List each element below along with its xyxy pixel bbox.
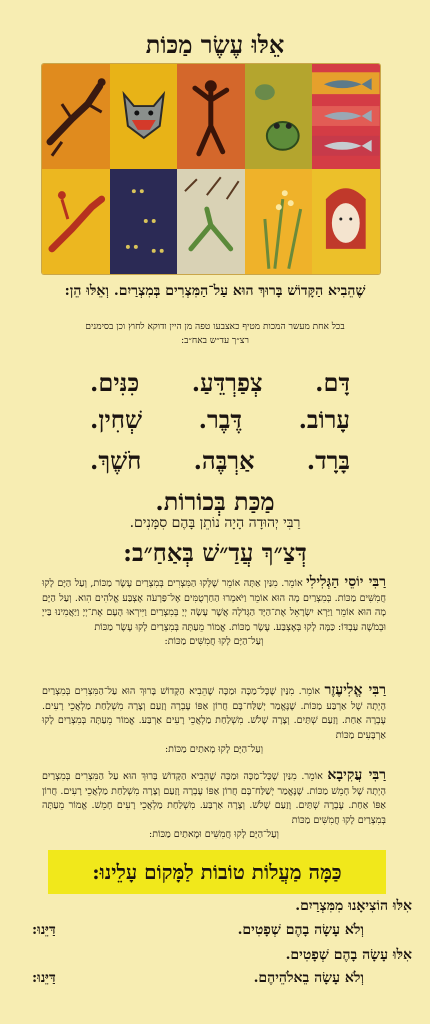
paragraph-rabbi-akiva xyxy=(42,768,386,843)
paragraph-ending: וְעַל־הַיָּם לָקוּ חֲמִשִּׁים מַכּוֹת: xyxy=(164,636,264,648)
paragraph-ending: וְעַל־הַיָּם לָקוּ חֲמִשִּׁים וּמָאתַיִם מַכּוֹת: xyxy=(149,829,279,841)
dayenu-line-text: וְלֹא עָשָׂה בֵאלֹהֵיהֶם. xyxy=(253,970,364,986)
locust-icon xyxy=(177,169,245,274)
plague-acronym: דְּצַ״ךְ עֲדַ״שׁ בְּאַחַ״ב: xyxy=(123,538,307,567)
plague-tile-frogs xyxy=(110,64,178,169)
plague-name: חֹשֶׁךְ. xyxy=(90,446,142,475)
darkness-eyes-icon xyxy=(110,169,178,274)
plague-tile-firstborn xyxy=(312,169,380,274)
plague-name: עָרוֹב. xyxy=(298,405,350,434)
plague-name: בָּרָד. xyxy=(306,446,350,475)
plague-name: שְׁחִין. xyxy=(90,405,142,434)
beast-mask-icon xyxy=(110,64,178,169)
instruction-note-line-1: בכל אחת מעשר המכות מטיף כאצבעו טפה מן היין ודוקא לחוץ וכן בסימנים xyxy=(85,322,345,332)
plague-tile-pestilence xyxy=(312,64,380,169)
rabbi-name: רַבִּי עֲקִיבָא xyxy=(327,767,386,783)
plague-tile-wild-beasts xyxy=(245,64,313,169)
highlight-heading: כַּמָּה מַעֲלוֹת טוֹבוֹת לַמָּקוֹם עָלֵינוּ: xyxy=(92,860,342,884)
frogs-icon xyxy=(245,64,313,169)
wheat-icon xyxy=(245,169,313,274)
plague-tile-blood xyxy=(42,64,110,169)
sorrowful-face-icon xyxy=(312,169,380,274)
plague-tile-darkness xyxy=(245,169,313,274)
paragraph-text: אוֹמֵר. מִנַּיִן שֶׁכָּל־מַכָּה וּמַכָּה שֶׁהֵבִיא הַקָּדוֹשׁ בָּרוּךְ הוּא עַל הַמִּצְרִים בְּמִצְרַיִם הָיְתָה שֶׁל חָמֵשׁ מַכּוֹת. שֶׁנֶּאֱמַר יְשַׁלַּח־בָּם חֲרוֹן אַפּוֹ עֶבְרָה וָזַעַם וְצָרָה מִשְׁלַחַת מַלְאֲכֵי רָעִים. חֲרוֹן אַפּוֹ אַחַת. עֶבְרָה שְׁתַּיִם. וָזַעַם שָׁלֹשׁ. וְצָרָה אַרְבַּע. מִשְׁלַחַת מַלְאֲכֵי רָעִים חָמֵשׁ. אֱמוֹר מֵעַתָּה בְּמִצְרַיִם לָקוּ חֲמִשִּׁים מַכּוֹת xyxy=(42,771,386,826)
paragraph-rabbi-yose xyxy=(42,575,386,650)
rabbi-name: רַבִּי יוֹסֵי הַגְּלִילִי xyxy=(306,574,387,590)
plague-name: כִּנִּים. xyxy=(90,368,140,397)
plague-tile-boils xyxy=(42,169,110,274)
paragraph-rabbi-eliezer xyxy=(42,683,386,758)
rabbi-name: רַבִּי אֱלִיעֶזֶר xyxy=(324,682,386,698)
leaping-figure-icon xyxy=(42,64,110,169)
plague-list-row-2 xyxy=(90,405,350,435)
plague-name: דֶּבֶר. xyxy=(198,405,242,434)
dayenu-word: דַּיֵּנוּ: xyxy=(32,922,56,938)
instruction-note xyxy=(20,320,410,348)
ten-plagues-illustration xyxy=(42,64,380,274)
dayenu-line-text: וְלֹא עָשָׂה בָהֶם שְׁפָטִים. xyxy=(237,922,364,938)
plague-list-row-3 xyxy=(90,446,350,476)
plague-tile-locusts xyxy=(177,169,245,274)
paragraph-ending: וְעַל־הַיָּם לָקוּ מָאתַיִם מַכּוֹת: xyxy=(164,744,264,756)
dayenu-line-text: אִלּוּ הוֹצִיאָנוּ מִמִּצְרַיִם. xyxy=(295,898,412,914)
plagues-intro-line: שֶׁהֵבִיא הַקָּדוֹשׁ בָּרוּךְ הוּא עַל־הַמִּצְרִים בְּמִצְרַיִם. וְאֵלּוּ הֵן: xyxy=(64,283,366,299)
firstborn-plague: מַכַּת בְּכוֹרוֹת. xyxy=(155,487,275,516)
figure-scratching-icon xyxy=(177,64,245,169)
dayenu-line-text: אִלּוּ עָשָׂה בָהֶם שְׁפָטִים. xyxy=(285,947,412,963)
plague-name: אַרְבֶּה. xyxy=(193,446,255,475)
fish-icon xyxy=(312,64,380,169)
plague-list-row-1 xyxy=(90,368,350,398)
plague-name: צְפַרְדֵּעַ. xyxy=(191,368,263,397)
plague-name: דָּם. xyxy=(315,368,350,397)
fallen-figure-icon xyxy=(42,169,110,274)
paragraph-text: אוֹמֵר. מִנַּיִן שֶׁכָּל־מַכָּה וּמַכָּה שֶׁהֵבִיא הַקָּדוֹשׁ בָּרוּךְ הוּא עַל־הַמִּצְרִים בְּמִצְרַיִם הָיְתָה שֶׁל אַרְבַּע מַכּוֹת. שֶׁנֶּאֱמַר יְשַׁלַּח־בָּם חֲרוֹן אַפּוֹ עֶבְרָה וָזַעַם וְצָרָה מִשְׁלַחַת מַלְאֲכֵי רָעִים. עֶבְרָה אַחַת. וָזַעַם שְׁתַּיִם. וְצָרָה שָׁלֹשׁ. מִשְׁלַחַת מַלְאֲכֵי רָעִים אַרְבַּע. אֱמוֹר מֵעַתָּה בְּמִצְרַיִם לָקוּ אַרְבָּעִים מַכּוֹת xyxy=(42,686,386,741)
rabbi-judah-line: רַבִּי יְהוּדָה הָיָה נוֹתֵן בָּהֶם סִמָּנִים. xyxy=(129,515,301,531)
paragraph-text: אוֹמֵר. מִנַּיִן אַתָּה אוֹמֵר שֶׁלָּקוּ הַמִּצְרִים בְּמִצְרַיִם עֶשֶׂר מַכּוֹת, וְעַל הַיָּם לָקוּ חֲמִשִּׁים מַכּוֹת. בְּמִצְרַיִם מָה הוּא אוֹמֵר וַיֹּאמְרוּ הַחַרְטֻמִּים אֶל־פַּרְעֹה אֶצְבַּע אֱלֹהִים הִוא. וְעַל הַיָּם מָה הוּא אוֹמֵר וַיַּרְא יִשְׂרָאֵל אֶת־הַיָּד הַגְּדֹלָה אֲשֶׁר עָשָׂה יְיָ בְּמִצְרַיִם וַיִּירְאוּ הָעָם אֶת־יְיָ וַיַּאֲמִינוּ בַּייָ וּבְמֹשֶׁה עַבְדּוֹ: כַּמָּה לָקוּ בְּאֶצְבַּע. עֶשֶׂר מַכּוֹת. אֱמוֹר מֵעַתָּה בְּמִצְרַיִם לָקוּ עֶשֶׂר מַכּוֹת xyxy=(42,578,386,633)
plague-tile-hail xyxy=(110,169,178,274)
plague-tile-lice xyxy=(177,64,245,169)
dayenu-word: דַּיֵּנוּ: xyxy=(32,970,56,986)
instruction-note-line-2: רצ״ך עד״ש באח״ב: xyxy=(181,336,249,346)
page-title: אֵלּוּ עֶשֶׂר מַכּוֹת xyxy=(145,30,285,59)
